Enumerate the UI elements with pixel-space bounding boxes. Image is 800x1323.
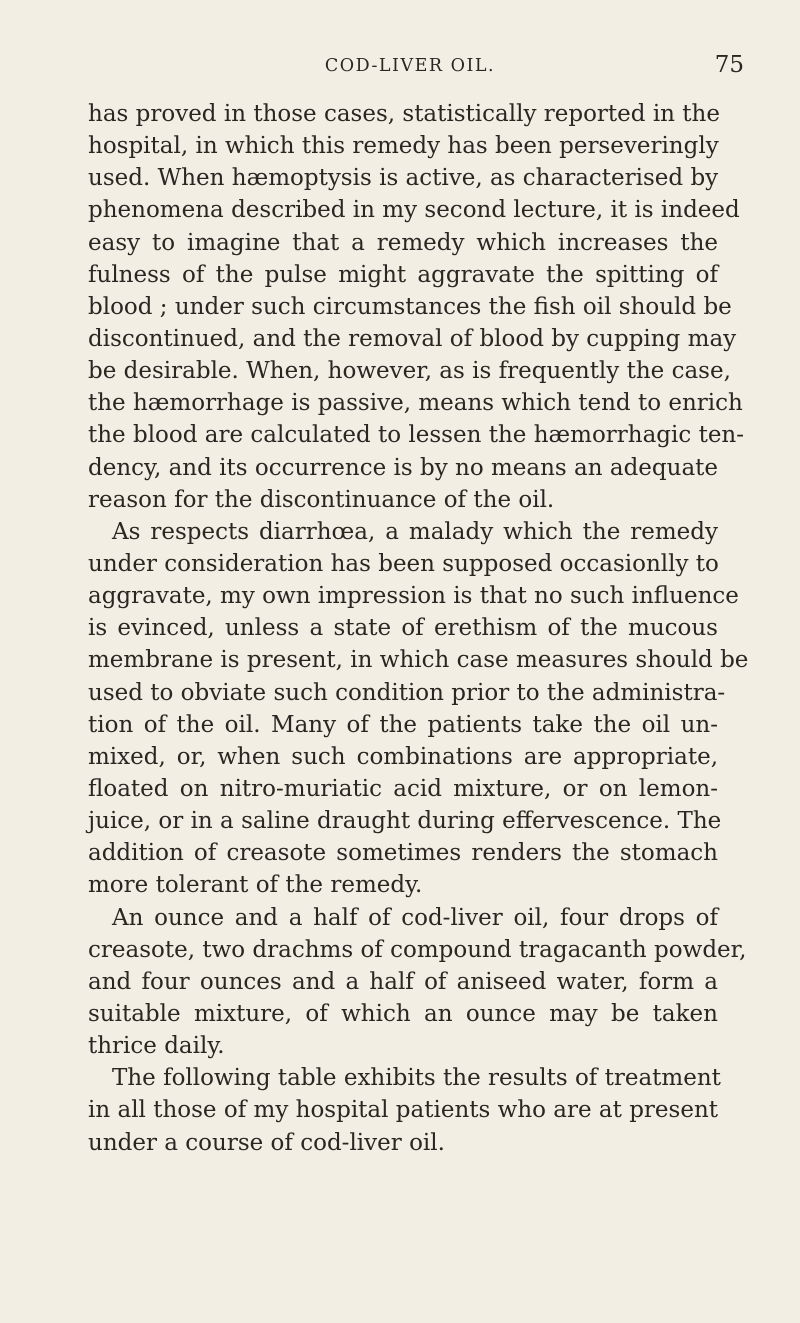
text-line: the blood are calculated to lessen the hæmorrhagic ten- <box>88 422 745 449</box>
text-line: aggravate, my own impression is that no such influence <box>88 583 739 610</box>
text-line: As respects diarrhœa, a malady which the remedy <box>112 518 718 545</box>
text-line: is evinced, unless a state of erethism of the mucous <box>88 615 718 642</box>
text-line: An ounce and a half of cod-liver oil, four drops of <box>112 904 718 931</box>
text-line: thrice daily. <box>88 1033 225 1060</box>
text-line: under consideration has been supposed occasionlly to <box>88 550 719 577</box>
text-line: reason for the discontinuance of the oil. <box>88 486 555 513</box>
text-line: and four ounces and a half of aniseed water, form a <box>88 968 718 995</box>
text-line: be desirable. When, however, as is frequently the case, <box>88 358 731 385</box>
text-line: easy to imagine that a remedy which increases the <box>88 229 718 256</box>
text-line: the hæmorrhage is passive, means which tend to enrich <box>88 390 743 417</box>
text-line: membrane is present, in which case measures should be <box>88 647 749 674</box>
text-line: tion of the oil. Many of the patients take the oil un- <box>88 711 718 738</box>
text-line: discontinued, and the removal of blood by cupping may <box>88 325 737 352</box>
text-line: under a course of cod-liver oil. <box>88 1129 445 1156</box>
text-line: mixed, or, when such combinations are appropriate, <box>88 743 718 770</box>
text-line: in all those of my hospital patients who are at present <box>88 1097 718 1124</box>
text-line: phenomena described in my second lecture, it is indeed <box>88 197 740 224</box>
running-title: COD-LIVER OIL. <box>324 56 496 76</box>
text-line: hospital, in which this remedy has been perseveringly <box>88 133 719 160</box>
text-line: creasote, two drachms of compound tragacanth powder, <box>88 936 747 963</box>
text-line: floated on nitro-muriatic acid mixture, or on lemon- <box>88 775 718 802</box>
page-number: 75 <box>714 52 744 78</box>
text-line: dency, and its occurrence is by no means an adequate <box>88 454 719 481</box>
text-line: has proved in those cases, statistically reported in the <box>88 101 720 127</box>
text-line: fulness of the pulse might aggravate the spitting of <box>88 261 718 288</box>
text-line: addition of creasote sometimes renders the stomach <box>88 840 718 867</box>
text-line: suitable mixture, of which an ounce may be taken <box>88 1000 718 1027</box>
text-line: used. When hæmoptysis is active, as characterised by <box>88 165 719 192</box>
text-line: blood ; under such circumstances the fish oil should be <box>88 293 732 320</box>
text-line: more tolerant of the remedy. <box>88 872 423 899</box>
body-text <box>88 98 749 1159</box>
text-line: juice, or in a saline draught during effervescence. The <box>88 808 722 835</box>
text-line: The following table exhibits the results of treatment <box>112 1065 721 1092</box>
text-line: used to obviate such condition prior to the administra- <box>88 679 726 706</box>
